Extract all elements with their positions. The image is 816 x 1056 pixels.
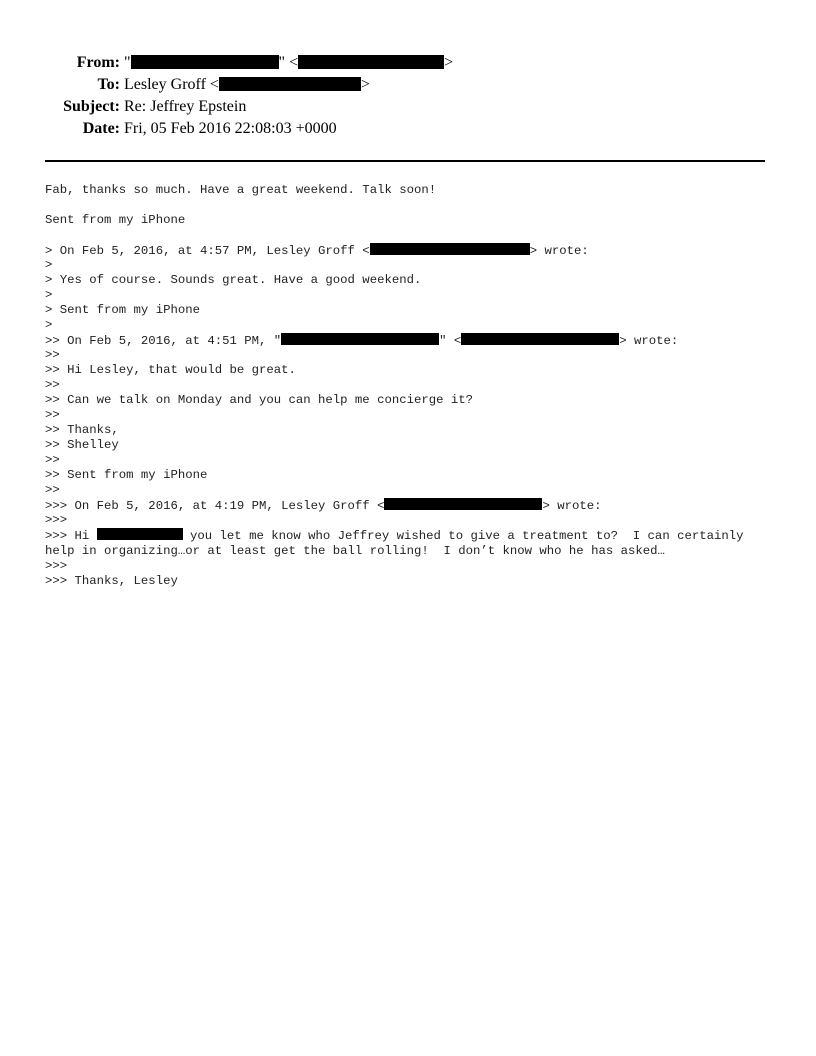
to-row [0,74,816,96]
quote-text: you let me know who Jeffrey wished to give a treatment to? I can certainly help in organizing…or at least get the ball rolling! I don’t know who he has asked… [45,529,751,558]
from-open-quote: " [124,54,131,71]
email-body [45,183,765,589]
redaction-box [298,55,444,69]
redaction-box [370,243,530,255]
quote-line: >> [45,453,60,467]
redaction-box [461,333,619,345]
quote-line: > [45,288,53,302]
quote-line [45,528,765,559]
subject-row [0,96,816,118]
to-value [124,74,370,96]
from-mid: " < [278,54,299,71]
redaction-box [281,333,439,345]
date-row [0,118,816,140]
body-line: Sent from my iPhone [45,213,186,227]
quote-line: >> [45,483,60,497]
quote-line: >> Thanks, [45,423,119,437]
to-label: To: [97,76,120,93]
quote-line: > Yes of course. Sounds great. Have a good weekend. [45,273,422,287]
quote-text: >> On Feb 5, 2016, at 4:51 PM, " [45,334,282,348]
date-label: Date: [82,120,120,137]
subject-value: Re: Jeffrey Epstein [124,98,247,115]
quote-line: >> Hi Lesley, that would be great. [45,363,296,377]
quote-line [45,243,765,258]
redaction-box [97,528,183,540]
quote-line [45,333,765,348]
quote-line: > [45,318,53,332]
quote-line: >> [45,378,60,392]
date-value: Fri, 05 Feb 2016 22:08:03 +0000 [124,120,337,137]
body-line: Fab, thanks so much. Have a great weekend. Talk soon! [45,183,437,197]
from-close: > [444,54,454,71]
to-name: Lesley Groff < [124,76,219,93]
quote-line: >> [45,408,60,422]
email-header [0,52,816,140]
from-label: From: [76,54,120,71]
quote-text: > wrote: [619,334,679,348]
quote-line: >>> [45,513,68,527]
quote-text: >>> Hi [45,529,97,543]
to-close: > [360,76,370,93]
quote-line: >> [45,348,60,362]
quote-line: >> Can we talk on Monday and you can help me concierge it? [45,393,474,407]
quote-line: >>> [45,559,68,573]
quote-text: > On Feb 5, 2016, at 4:57 PM, Lesley Groff < [45,244,370,258]
quote-text: > wrote: [529,244,589,258]
redaction-box [219,77,361,91]
quote-line: > [45,258,53,272]
from-row [0,52,816,74]
subject-label: Subject: [63,98,120,115]
quote-line: >> Shelley [45,438,119,452]
header-divider [45,160,765,162]
quote-line [45,498,765,513]
redaction-box [384,498,542,510]
quote-line: >>> Thanks, Lesley [45,574,178,588]
quote-text: >>> On Feb 5, 2016, at 4:19 PM, Lesley Groff < [45,499,385,513]
quote-text: > wrote: [542,499,602,513]
from-value [124,52,453,74]
quote-line: > Sent from my iPhone [45,303,200,317]
redaction-box [131,55,279,69]
quote-line: >> Sent from my iPhone [45,468,208,482]
quote-text: " < [439,334,462,348]
